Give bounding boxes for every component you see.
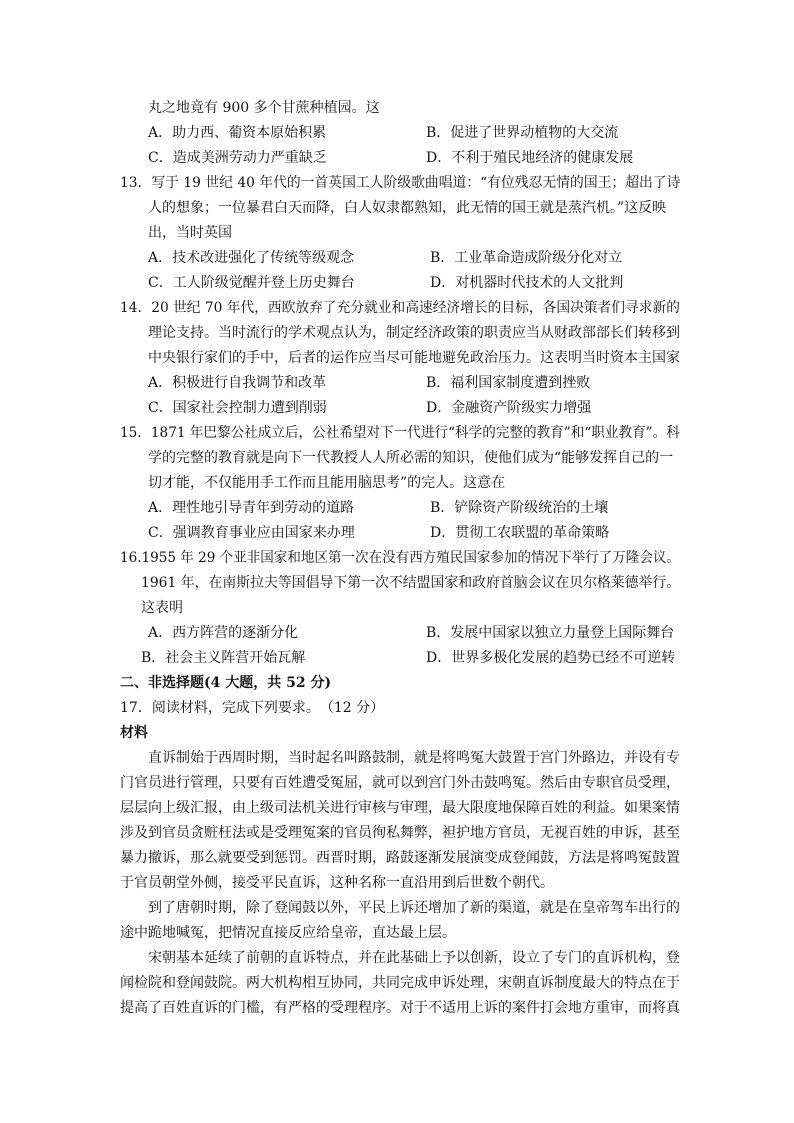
material-label: 材料: [120, 725, 148, 741]
q14-stem-line: 14．20 世纪 70 年代，西欧放弃了充分就业和高速经济增长的目标，各国决策者们寻求新的: [120, 300, 680, 316]
q15-stem-line: 切才能，不仅能用手工作而且能用脑思考”的完人。这意在: [148, 475, 506, 491]
q14-option-a: A．积极进行自我调节和改革: [148, 375, 327, 391]
q15-option-b: B．铲除资产阶级统治的土壤: [430, 500, 609, 516]
q13-stem-line: 13．写于 19 世纪 40 年代的一首英国工人阶级歌曲唱道：“有位残忍无情的国王；超出了诗: [120, 175, 681, 191]
q14-option-b: B．福利国家制度遭到挫败: [426, 375, 591, 391]
q12-option-b: B．促进了世界动植物的大交流: [426, 125, 619, 141]
q16-stem-line: 这表明: [141, 600, 183, 616]
material-paragraph-line: 门官员进行管理，只要有百姓遭受冤屈，就可以到宫门外击鼓鸣冤。然后由专职官员受理，: [120, 775, 680, 791]
material-paragraph-line: 途中跪地喊冤，把情况直接反应给皇帝，直达最上层。: [120, 925, 456, 941]
section-heading: 二、非选择题(4 大题，共 52 分): [120, 675, 332, 691]
q12-option-d: D．不利于殖民地经济的健康发展: [426, 150, 634, 166]
q16-option-b: B．发展中国家以独立力量登上国际舞台: [426, 625, 675, 641]
material-paragraph-line: 层层向上级汇报，由上级司法机关进行审核与审理，最大限度地保障百姓的利益。如果案情: [120, 800, 680, 816]
q14-option-d: D．金融资产阶级实力增强: [426, 400, 592, 416]
q14-stem-line: 中央银行家们的手中，后者的运作应当尽可能地避免政治压力。这表明当时资本主国家: [148, 350, 680, 366]
q15-stem-line: 学的完整的教育就是向下一代教授人人所必需的知识，使他们成为“能够发挥自己的一: [148, 450, 674, 466]
q13-stem-line: 出，当时英国: [148, 225, 232, 241]
q14-option-c: C．国家社会控制力遭到削弱: [148, 400, 327, 416]
q16-stem-line: 16.1955 年 29 个亚非国家和地区第一次在没有西方殖民国家参加的情况下举行了万隆会议。: [120, 550, 680, 566]
q14-stem-line: 理论支持。当时流行的学术观点认为，制定经济政策的职责应当从财政部部长们转移到: [148, 325, 680, 341]
q16-option-a: A．西方阵营的逐渐分化: [148, 625, 299, 641]
q13-stem-line: 人的想象；一位暴君白天而降，白人奴隶都熟知，此无情的国王就是蒸汽机。”这反映: [148, 200, 667, 216]
q12-option-a: A．助力西、葡资本原始积累: [148, 125, 327, 141]
material-paragraph-line: 提高了百姓直诉的门槛，有严格的受理程序。对于不适用上诉的案件打会地方重审，而将真: [120, 1000, 680, 1016]
material-paragraph-line: 暴力撤诉，那么就要受到惩罚。西晋时期，路鼓逐渐发展演变成登闻鼓，方法是将鸣冤鼓置: [120, 850, 680, 866]
q15-option-c: C．强调教育事业应由国家来办理: [148, 525, 355, 541]
q13-option-a: A．技术改进强化了传统等级观念: [148, 250, 355, 266]
material-paragraph-line: 直诉制始于西周时期，当时起名叫路鼓制，就是将鸣冤大鼓置于宫门外路边，并设有专: [148, 750, 680, 766]
q16-option-c: B．社会主义阵营开始瓦解: [141, 650, 306, 666]
material-paragraph-line: 于官员朝堂外侧，接受平民直诉，这种名称一直沿用到后世数个朝代。: [120, 875, 554, 891]
q16-stem-line: 1961 年，在南斯拉夫等国倡导下第一次不结盟国家和政府首脑会议在贝尔格莱德举行。: [141, 575, 681, 591]
q12-option-c: C．造成美洲劳动力严重缺乏: [148, 150, 327, 166]
q13-option-c: C．工人阶级觉醒并登上历史舞台: [148, 275, 355, 291]
q16-option-d: D．世界多极化发展的趋势已经不可逆转: [426, 650, 676, 666]
q15-option-a: A．理性地引导青年到劳动的道路: [148, 500, 355, 516]
q12-stem-continuation: 丸之地竟有 900 多个甘蔗种植园。这: [148, 100, 380, 116]
material-paragraph-line: 到了唐朝时期，除了登闻鼓以外，平民上诉还增加了新的渠道，就是在皇帝驾车出行的: [148, 900, 680, 916]
q17-stem: 17．阅读材料，完成下列要求。 （12 分）: [120, 700, 385, 716]
q13-option-d: D．对机器时代技术的人文批判: [430, 275, 624, 291]
q15-stem-line: 15．1871 年巴黎公社成立后，公社希望对下一代进行“科学的完整的教育”和“职业教育”。科: [120, 425, 680, 441]
q13-option-b: B．工业革命造成阶级分化对立: [430, 250, 623, 266]
material-paragraph-line: 闻检院和登闻鼓院。两大机构相互协同，共同完成申诉处理，宋朝直诉制度最大的特点在于: [120, 975, 680, 991]
material-paragraph-line: 涉及到官员贪赃枉法或是受理冤案的官员徇私舞弊，袒护地方官员，无视百姓的申诉，甚至: [120, 825, 680, 841]
material-paragraph-line: 宋朝基本延续了前朝的直诉特点，并在此基础上予以创新，设立了专门的直诉机构，登: [148, 950, 680, 966]
q15-option-d: D．贯彻工农联盟的革命策略: [430, 525, 610, 541]
